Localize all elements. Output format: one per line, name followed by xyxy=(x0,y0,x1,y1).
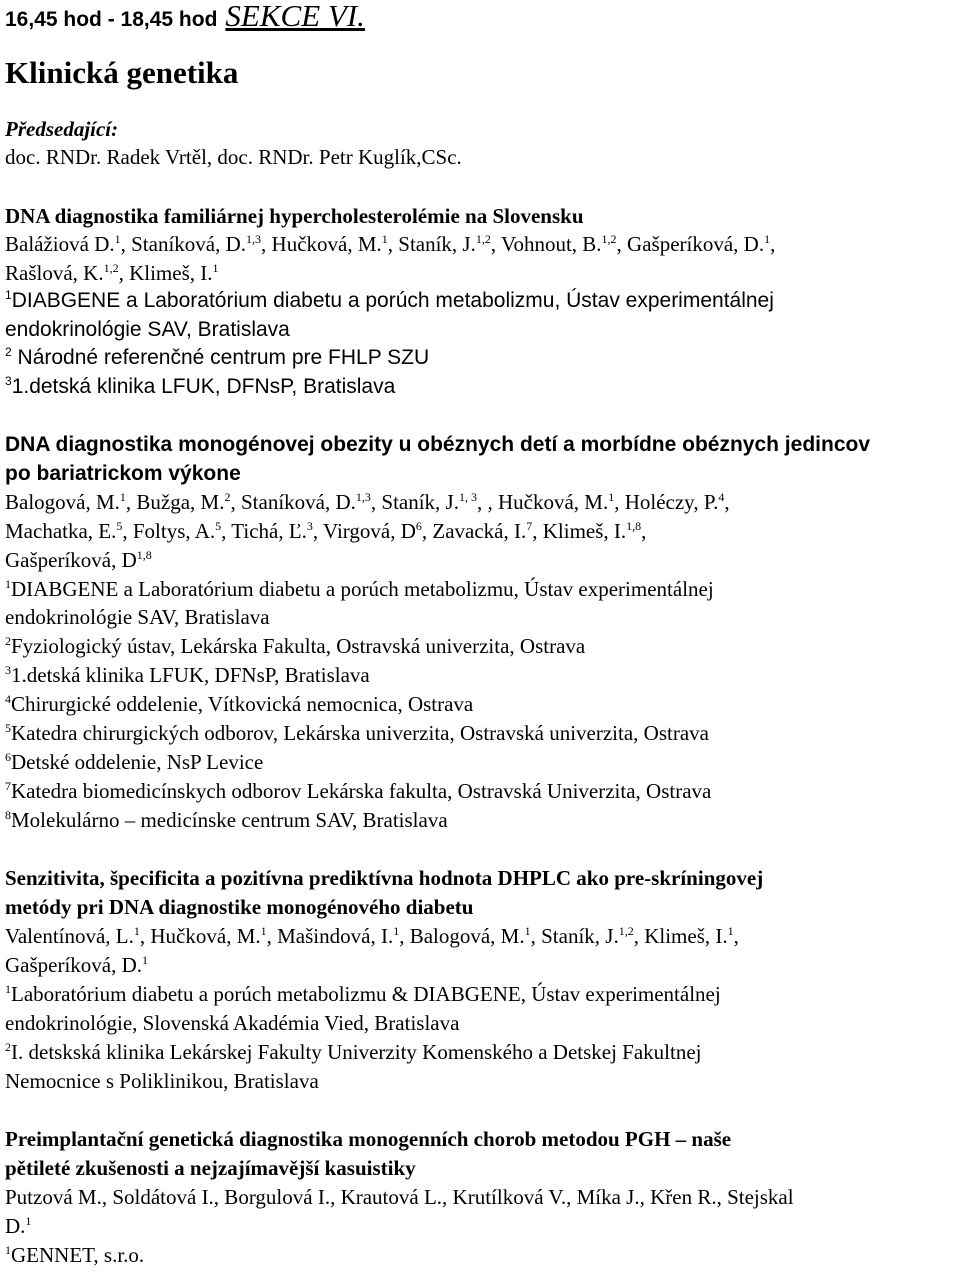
abstract-4-authors-line-2: D.$^1$ xyxy=(5,1214,32,1238)
section-label: SEKCE VI. xyxy=(225,0,365,33)
abstract-2-authors-line-2: Machatka, E.$^5$, Foltys, A.$^5$, Tichá, Ľ.$^3$, Virgová, $D^6$, Zavacká, I.$^7$, Klimeš, I.$^{1,8}$, xyxy=(5,519,647,543)
abstract-2-affiliation: $^7$Katedra biomedicínskych odborov Lekárska fakulta, Ostravská Univerzita, Ostrava xyxy=(5,779,712,803)
chairs-names: doc. RNDr. Radek Vrtěl, doc. RNDr. Petr Kuglík,CSc. xyxy=(5,145,462,169)
abstract-1-affiliation: $^2$ Národné referenčné centrum pre FHLP SZU xyxy=(5,345,430,369)
abstract-3-affiliation: endokrinológie, Slovenská Akadémia Vied, Bratislava xyxy=(5,1011,460,1035)
abstract-1-authors-line-1: Balážiová D.$^1$, Staníková, D.$^{1,3}$, Hučková, M.$^1$, Staník, J.$^{1,2}$, Vohnout, B.$^{1,2}$, Gašperíková, D.$^1$, xyxy=(5,232,776,256)
abstract-4-authors-line-1: Putzová M., Soldátová I., Borgulová I., Krautová L., Krutílková V., Míka J., Křen R., Stejskal xyxy=(5,1185,794,1209)
abstract-1-affiliation: $^3$1.detská klinika LFUK, DFNsP, Bratislava xyxy=(5,374,396,398)
abstract-2-affiliation: $^8$Molekulárno – medicínske centrum SAV, Bratislava xyxy=(5,808,448,832)
abstract-4-title: pětileté zkušenosti a nejzajímavější kasuistiky xyxy=(5,1156,416,1180)
abstract-2-title: po bariatrickom výkone xyxy=(5,462,241,485)
abstract-3-title: metódy pri DNA diagnostike monogénového diabetu xyxy=(5,895,474,919)
session-time: 16,45 hod - 18,45 hod xyxy=(5,8,218,31)
abstract-1-affiliation: $^1$DIABGENE a Laboratórium diabetu a porúch metabolizmu, Ústav experimentálnej xyxy=(5,288,774,312)
section-title: Klinická genetika xyxy=(5,55,239,90)
abstract-1-title: DNA diagnostika familiárnej hypercholesterolémie na Slovensku xyxy=(5,204,584,228)
abstract-4-affiliation: $^1$GENNET, s.r.o. xyxy=(5,1243,145,1267)
abstract-2-affiliation: $^1$DIABGENE a Laboratórium diabetu a porúch metabolizmu, Ústav experimentálnej xyxy=(5,577,714,601)
abstract-3-title: Senzitivita, špecificita a pozitívna prediktívna hodnota DHPLC ako pre-skríningovej xyxy=(5,866,764,890)
abstract-2-affiliation: $^6$Detské oddelenie, NsP Levice xyxy=(5,750,264,774)
abstract-2-affiliation: $^4$Chirurgické oddelenie, Vítkovická nemocnica, Ostrava xyxy=(5,692,474,716)
abstract-3-affiliation: Nemocnice s Poliklinikou, Bratislava xyxy=(5,1069,319,1093)
abstract-3-affiliation: $^2$I. detskská klinika Lekárskej Fakulty Univerzity Komenského a Detskej Fakultnej xyxy=(5,1040,702,1064)
abstract-1-authors-line-2: Rašlová, K.$^{1,2}$, Klimeš, I.$^1$ xyxy=(5,261,219,285)
abstract-2-affiliation: $^2$Fyziologický ústav, Lekárska Fakulta, Ostravská univerzita, Ostrava xyxy=(5,634,586,658)
abstract-2-affiliation: $^3$1.detská klinika LFUK, DFNsP, Bratislava xyxy=(5,663,370,687)
session-header xyxy=(5,0,365,33)
abstract-3-authors-line-2: Gašperíková, D.$^1$ xyxy=(5,953,149,977)
abstract-2-affiliation: endokrinológie SAV, Bratislava xyxy=(5,605,270,629)
abstract-1-affiliation: endokrinológie SAV, Bratislava xyxy=(5,318,290,341)
abstract-3-affiliation: $^1$Laboratórium diabetu a porúch metabolizmu & DIABGENE, Ústav experimentálnej xyxy=(5,982,721,1006)
abstract-4-title: Preimplantační genetická diagnostika monogenních chorob metodou PGH – naše xyxy=(5,1127,732,1151)
abstract-2-authors-line-1: Balogová, M.$^1$, Bužga, M.$^2$, Staníková, D.$^{1,3}$, Staník, J.$^{1, 3}$, , Hučková, M.$^1$, Holéczy, P.$^4$, xyxy=(5,490,730,514)
chairs-label: Předsedající: xyxy=(5,117,119,141)
abstract-2-affiliation: $^5$Katedra chirurgických odborov, Lekárska univerzita, Ostravská univerzita, Ostrava xyxy=(5,721,709,745)
abstract-2-title: DNA diagnostika monogénovej obezity u obéznych detí a morbídne obéznych jedincov xyxy=(5,433,870,456)
abstract-3-authors-line-1: Valentínová, L.$^1$, Hučková, M.$^1$, Mašindová, I.$^1$, Balogová, M.$^1$, Staník, J.$^{1,2}$, Klimeš, I.$^1$, xyxy=(5,924,739,948)
abstract-2-authors-line-3: Gašperíková, D$^{1,8}$ xyxy=(5,548,152,572)
